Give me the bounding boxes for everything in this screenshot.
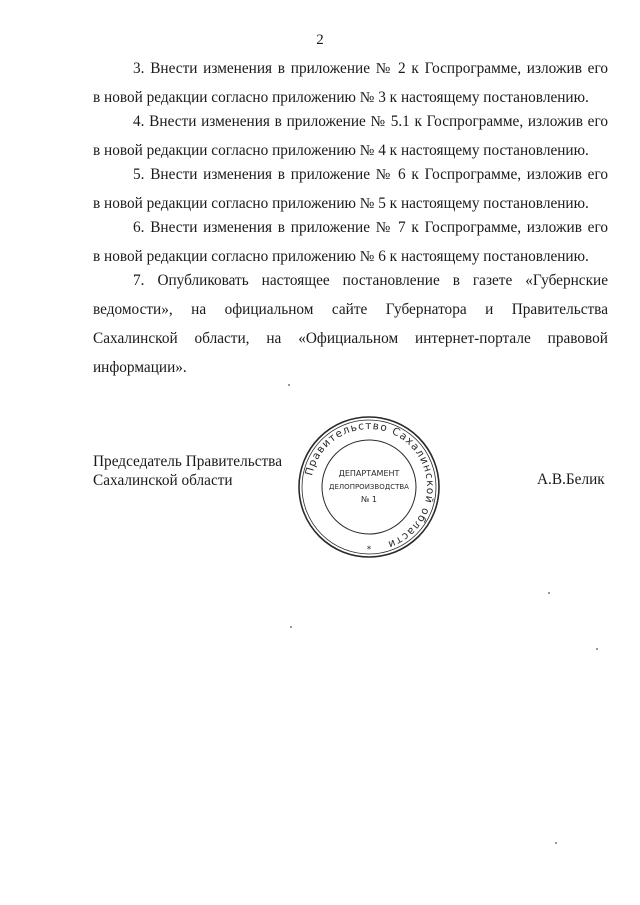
paragraph-line: 4. Внести изменения в приложение № 5.1 к Госпрограмме, изложив его	[133, 113, 608, 130]
scan-speck	[555, 842, 557, 844]
paragraph-item-7	[93, 266, 608, 382]
paragraph-item-4	[93, 107, 608, 165]
paragraph-item-5	[93, 160, 608, 218]
paragraph-item-6	[93, 213, 608, 271]
paragraph-line: 7. Опубликовать настоящее постановление в газете «Губернские	[133, 272, 608, 289]
official-seal-stamp	[296, 414, 442, 560]
seal-center-line: № 1	[361, 495, 377, 504]
scan-speck	[288, 384, 290, 386]
scan-speck	[596, 648, 598, 650]
paragraph-line: 3. Внести изменения в приложение № 2 к Госпрограмме, изложив его	[133, 60, 608, 77]
signer-title-line: Сахалинской области	[93, 472, 233, 489]
scan-speck	[290, 626, 292, 628]
paragraph-line: в новой редакции согласно приложению № 4 к настоящему постановлению.	[93, 142, 589, 159]
page-number: 2	[316, 32, 324, 48]
paragraph-line: 5. Внести изменения в приложение № 6 к Госпрограмме, изложив его	[133, 166, 608, 183]
seal-center-line: ДЕПАРТАМЕНТ	[338, 469, 400, 478]
paragraph-line: информации».	[93, 359, 187, 376]
signer-title	[93, 452, 282, 490]
scan-speck	[548, 592, 550, 594]
paragraph-item-3	[93, 54, 608, 112]
signer-title-line: Председатель Правительства	[93, 453, 282, 470]
paragraph-line: ведомости», на официальном сайте Губернатора и Правительства	[93, 301, 608, 318]
paragraph-line: в новой редакции согласно приложению № 6 к настоящему постановлению.	[93, 248, 589, 265]
paragraph-line: Сахалинской области, на «Официальном интернет-портале правовой	[93, 330, 608, 347]
paragraph-line: 6. Внести изменения в приложение № 7 к Госпрограмме, изложив его	[133, 219, 608, 236]
paragraph-line: в новой редакции согласно приложению № 5 к настоящему постановлению.	[93, 195, 589, 212]
signer-name: А.В.Белик	[537, 471, 605, 488]
paragraph-line: в новой редакции согласно приложению № 3 к настоящему постановлению.	[93, 89, 589, 106]
seal-center-line: ДЕЛОПРОИЗВОДСТВА	[329, 483, 409, 491]
seal-ring-text: Правительство Сахалинской области	[303, 419, 437, 551]
seal-asterisk-icon: *	[366, 545, 372, 555]
